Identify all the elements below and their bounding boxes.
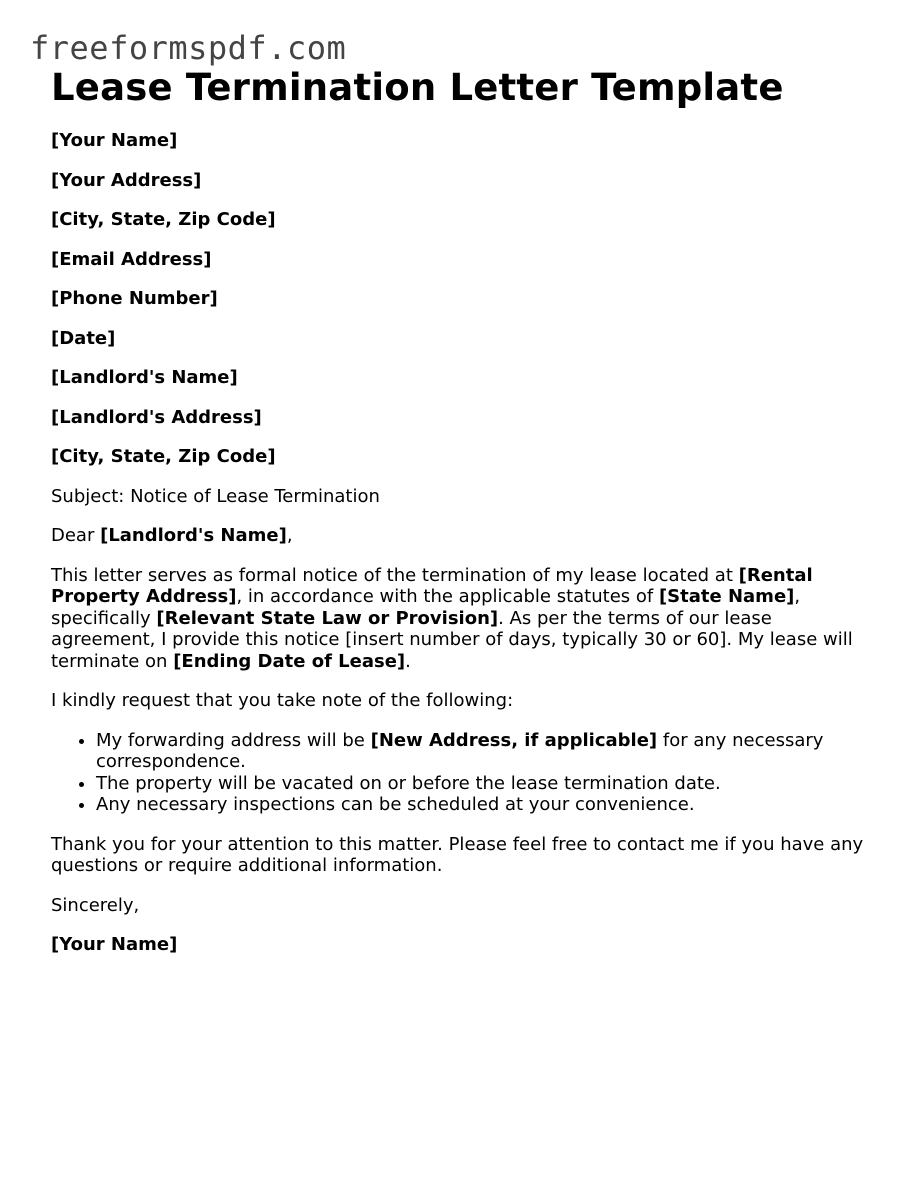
page-title: Lease Termination Letter Template (51, 66, 784, 109)
letter-page (51, 64, 881, 974)
recipient-address: [Landlord's Address] (51, 406, 262, 428)
ending-date-placeholder: [Ending Date of Lease] (173, 650, 406, 672)
sender-phone: [Phone Number] (51, 288, 218, 309)
request-list (51, 730, 881, 816)
sender-block (51, 130, 881, 349)
salutation-prefix: Dear (51, 525, 101, 546)
request-1-text-2: for any necessary correspondence. (96, 729, 824, 772)
notice-text-4: . As per the terms of our lease agreement, I provide this notice [insert number of days, typically 30 or 60]. My lease will terminate on (51, 607, 853, 672)
notice-text-5: . (405, 650, 411, 672)
recipient-block (51, 367, 881, 468)
sender-name: [Your Name] (51, 130, 178, 151)
state-law-placeholder: [Relevant State Law or Provision] (156, 607, 499, 629)
sender-email: [Email Address] (51, 248, 212, 270)
list-item: • The property will be vacated on or before the lease termination date. (96, 773, 881, 795)
rental-property-placeholder: [Rental Property Address] (51, 564, 813, 607)
watermark-text: freeformspdf.com (30, 29, 347, 67)
signature-name: [Your Name] (51, 934, 178, 955)
recipient-name: [Landlord's Name] (51, 367, 238, 388)
recipient-city-state-zip: [City, State, Zip Code] (51, 446, 276, 467)
list-item: • Any necessary inspections can be scheduled at your convenience. (96, 794, 881, 816)
subject-line: Subject: Notice of Lease Termination (51, 485, 380, 507)
notice-text-1: This letter serves as formal notice of the termination of my lease located at (51, 564, 739, 586)
closing-paragraph: Thank you for your attention to this matter. Please feel free to contact me if you have any questions or require additional information. (51, 833, 864, 876)
letter-date: [Date] (51, 327, 116, 349)
salutation-suffix: , (286, 525, 293, 546)
salutation (51, 525, 881, 547)
notice-paragraph (51, 565, 881, 673)
request-1-text-1: My forwarding address will be (96, 729, 371, 751)
sender-city-state-zip: [City, State, Zip Code] (51, 209, 276, 230)
notice-text-2: , in accordance with the applicable statutes of (236, 586, 659, 607)
request-intro: I kindly request that you take note of the following: (51, 690, 514, 711)
new-address-placeholder: [New Address, if applicable] (370, 729, 658, 751)
salutation-name: [Landlord's Name] (100, 525, 287, 546)
sender-address: [Your Address] (51, 169, 202, 191)
state-name-placeholder: [State Name] (658, 586, 795, 607)
notice-text-3: , specifically (51, 586, 801, 629)
sign-off: Sincerely, (51, 894, 140, 916)
list-item (96, 730, 881, 773)
